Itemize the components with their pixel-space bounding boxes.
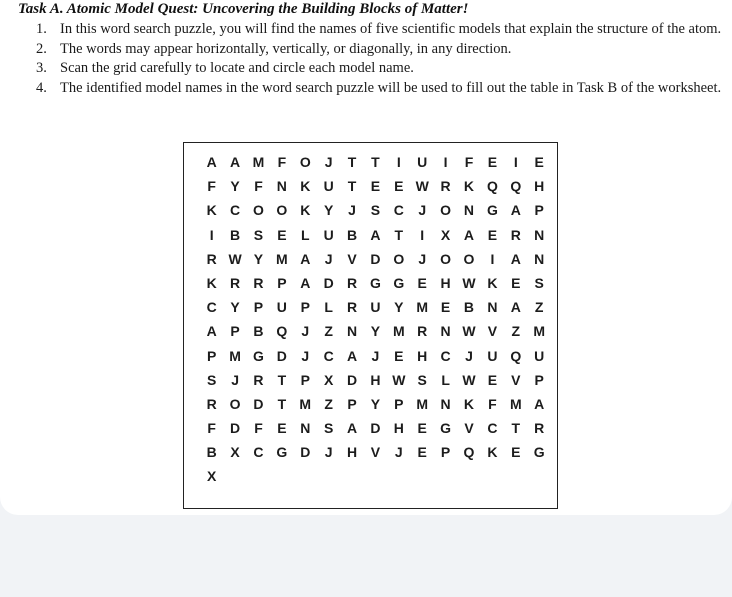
grid-letter[interactable]: A bbox=[510, 250, 521, 267]
grid-letter[interactable]: D bbox=[253, 395, 264, 412]
grid-letter[interactable]: Z bbox=[511, 323, 521, 340]
grid-letter[interactable]: R bbox=[346, 274, 358, 291]
grid-letter[interactable]: H bbox=[534, 178, 545, 195]
grid-letter[interactable]: E bbox=[534, 154, 544, 170]
grid-letter[interactable]: S bbox=[370, 202, 381, 219]
grid-letter[interactable]: K bbox=[300, 202, 311, 219]
grid-letter[interactable]: E bbox=[440, 299, 451, 316]
grid-letter[interactable]: K bbox=[206, 202, 217, 219]
instruction-text: In this word search puzzle, you will find the names of five scientific models that explain the structure of the atom. bbox=[60, 21, 722, 37]
grid-letter[interactable]: T bbox=[277, 371, 287, 388]
grid-letter[interactable]: L bbox=[300, 226, 310, 243]
grid-letter[interactable]: U bbox=[417, 154, 428, 170]
grid-letter[interactable]: F bbox=[207, 420, 216, 437]
grid-letter[interactable]: V bbox=[487, 323, 498, 340]
grid-letter[interactable]: E bbox=[277, 226, 287, 243]
grid-letter[interactable]: M bbox=[416, 395, 429, 412]
grid-letter[interactable]: F bbox=[277, 154, 287, 170]
grid-letter[interactable]: A bbox=[206, 154, 217, 170]
grid-letter[interactable]: G bbox=[533, 444, 545, 461]
grid-letter[interactable]: Z bbox=[324, 323, 333, 340]
word-search-puzzle bbox=[183, 142, 558, 509]
grid-letter[interactable]: C bbox=[206, 299, 217, 316]
grid-letter[interactable]: K bbox=[463, 178, 475, 195]
grid-letter[interactable]: M bbox=[416, 299, 429, 316]
grid-letter[interactable]: D bbox=[300, 444, 311, 461]
grid-letter[interactable]: Y bbox=[230, 178, 240, 195]
grid-letter[interactable]: S bbox=[534, 274, 544, 291]
grid-letter[interactable]: T bbox=[277, 395, 287, 412]
grid-letter[interactable]: K bbox=[206, 274, 217, 291]
grid-letter[interactable]: N bbox=[276, 178, 287, 195]
grid-letter[interactable]: A bbox=[510, 202, 521, 219]
grid-letter[interactable]: E bbox=[370, 178, 381, 195]
letter-grid bbox=[200, 150, 551, 489]
grid-letter[interactable]: A bbox=[510, 299, 521, 316]
grid-letter[interactable]: E bbox=[417, 444, 427, 461]
grid-letter[interactable]: L bbox=[441, 371, 450, 388]
grid-letter[interactable]: E bbox=[394, 347, 404, 364]
grid-letter[interactable]: W bbox=[415, 178, 429, 195]
grid-letter[interactable]: A bbox=[370, 226, 381, 243]
grid-letter[interactable]: Q bbox=[510, 178, 522, 195]
grid-letter[interactable]: B bbox=[206, 444, 217, 461]
grid-letter[interactable]: A bbox=[534, 395, 545, 412]
grid-letter[interactable]: N bbox=[346, 323, 358, 340]
grid-letter[interactable]: N bbox=[487, 299, 498, 316]
instruction-text: Scan the grid carefully to locate and circle each model name. bbox=[60, 60, 414, 77]
grid-letter[interactable]: H bbox=[393, 420, 404, 437]
grid-letter[interactable]: O bbox=[440, 202, 452, 219]
grid-letter[interactable]: E bbox=[511, 444, 521, 461]
grid-letter[interactable]: W bbox=[462, 323, 476, 340]
grid-letter[interactable]: Z bbox=[534, 299, 544, 316]
grid-letter[interactable]: T bbox=[347, 178, 357, 195]
grid-letter[interactable]: P bbox=[207, 347, 217, 364]
instruction-number: 3. bbox=[36, 60, 47, 77]
grid-letter[interactable]: O bbox=[299, 154, 311, 170]
grid-letter[interactable]: S bbox=[207, 371, 217, 388]
grid-letter[interactable]: M bbox=[252, 154, 265, 170]
grid-letter[interactable]: I bbox=[513, 154, 518, 170]
grid-letter[interactable]: S bbox=[253, 226, 264, 243]
grid-letter[interactable]: M bbox=[299, 395, 312, 412]
grid-letter[interactable]: C bbox=[323, 347, 334, 364]
grid-letter[interactable]: A bbox=[346, 347, 358, 364]
grid-letter[interactable]: W bbox=[462, 371, 476, 388]
grid-letter[interactable]: O bbox=[276, 202, 288, 219]
task-title: Task A. Atomic Model Quest: Uncovering the Building Blocks of Matter! bbox=[18, 1, 469, 17]
grid-letter[interactable]: R bbox=[253, 371, 264, 388]
grid-letter[interactable]: R bbox=[417, 323, 428, 340]
grid-letter[interactable]: P bbox=[300, 371, 310, 388]
grid-letter[interactable]: V bbox=[347, 250, 357, 267]
grid-letter[interactable]: B bbox=[346, 226, 358, 243]
grid-letter[interactable]: A bbox=[346, 420, 358, 437]
instruction-number: 2. bbox=[36, 40, 47, 57]
grid-letter[interactable]: N bbox=[534, 226, 545, 243]
grid-letter[interactable]: M bbox=[533, 323, 545, 340]
grid-letter[interactable]: D bbox=[276, 347, 287, 364]
grid-letter[interactable]: N bbox=[440, 323, 451, 340]
grid-letter[interactable]: K bbox=[487, 444, 498, 461]
grid-letter[interactable]: I bbox=[209, 226, 214, 243]
grid-letter[interactable]: K bbox=[463, 395, 475, 412]
grid-letter[interactable]: G bbox=[276, 444, 288, 461]
grid-letter[interactable]: P bbox=[253, 299, 264, 316]
grid-letter[interactable]: O bbox=[440, 250, 452, 267]
instruction-number: 4. bbox=[36, 79, 47, 96]
grid-letter[interactable]: Q bbox=[276, 323, 288, 340]
grid-letter[interactable]: T bbox=[347, 154, 357, 170]
grid-letter[interactable]: O bbox=[229, 395, 241, 412]
instruction-item bbox=[36, 59, 726, 79]
grid-letter[interactable]: Q bbox=[510, 347, 522, 364]
grid-letter[interactable]: P bbox=[394, 395, 404, 412]
grid-letter[interactable]: H bbox=[417, 347, 428, 364]
grid-letter[interactable]: J bbox=[418, 250, 427, 267]
grid-letter[interactable]: K bbox=[487, 274, 498, 291]
grid-letter[interactable]: H bbox=[440, 274, 451, 291]
instruction-text: The words may appear horizontally, vertically, or diagonally, in any direction. bbox=[60, 40, 512, 57]
grid-letter[interactable]: R bbox=[206, 250, 217, 267]
grid-letter[interactable]: R bbox=[230, 274, 241, 291]
grid-letter[interactable]: W bbox=[228, 250, 242, 267]
grid-letter[interactable]: X bbox=[440, 226, 451, 243]
grid-letter[interactable]: Y bbox=[253, 250, 264, 267]
grid-letter[interactable]: G bbox=[486, 202, 498, 219]
grid-letter[interactable]: M bbox=[229, 347, 241, 364]
grid-letter[interactable]: O bbox=[393, 250, 405, 267]
grid-letter[interactable]: P bbox=[277, 274, 287, 291]
grid-letter[interactable]: F bbox=[207, 178, 216, 195]
grid-letter[interactable]: P bbox=[440, 444, 451, 461]
grid-letter[interactable]: X bbox=[230, 444, 240, 461]
grid-letter[interactable]: W bbox=[462, 274, 476, 291]
grid-letter[interactable]: I bbox=[396, 154, 401, 170]
grid-letter[interactable]: G bbox=[253, 347, 264, 364]
grid-letter[interactable]: J bbox=[394, 444, 403, 461]
grid-letter[interactable]: B bbox=[463, 299, 475, 316]
grid-letter[interactable]: P bbox=[230, 323, 240, 340]
grid-letter[interactable]: R bbox=[534, 420, 545, 437]
grid-letter[interactable]: D bbox=[346, 371, 358, 388]
grid-letter[interactable]: Q bbox=[463, 444, 475, 461]
grid-letter[interactable]: V bbox=[511, 371, 521, 388]
grid-letter[interactable]: D bbox=[323, 274, 334, 291]
grid-letter[interactable]: D bbox=[370, 420, 381, 437]
grid-letter[interactable]: A bbox=[230, 154, 241, 170]
grid-letter[interactable]: A bbox=[300, 274, 311, 291]
grid-letter[interactable]: U bbox=[323, 178, 334, 195]
grid-letter[interactable]: S bbox=[323, 420, 334, 437]
grid-letter[interactable]: N bbox=[440, 395, 451, 412]
grid-letter[interactable]: V bbox=[370, 444, 381, 461]
grid-letter[interactable]: Q bbox=[486, 178, 498, 195]
grid-letter[interactable]: J bbox=[301, 323, 310, 340]
grid-letter[interactable]: A bbox=[300, 250, 311, 267]
grid-letter[interactable]: G bbox=[393, 274, 405, 291]
grid-letter[interactable]: J bbox=[324, 444, 333, 461]
grid-letter[interactable]: T bbox=[371, 154, 380, 170]
grid-letter[interactable]: Y bbox=[370, 395, 381, 412]
grid-letter[interactable]: G bbox=[369, 274, 381, 291]
grid-letter[interactable]: J bbox=[348, 202, 356, 219]
grid-letter[interactable]: J bbox=[465, 347, 473, 364]
grid-letter[interactable]: O bbox=[463, 250, 475, 267]
grid-letter[interactable]: U bbox=[487, 347, 498, 364]
grid-letter[interactable]: W bbox=[392, 371, 406, 388]
instruction-item bbox=[36, 79, 726, 99]
grid-letter[interactable]: I bbox=[420, 226, 425, 243]
grid-letter[interactable]: J bbox=[371, 347, 380, 364]
grid-letter[interactable]: Y bbox=[370, 323, 381, 340]
grid-letter[interactable]: Z bbox=[324, 395, 333, 412]
grid-letter[interactable]: Y bbox=[230, 299, 240, 316]
grid-letter[interactable]: K bbox=[300, 178, 311, 195]
grid-letter[interactable]: D bbox=[370, 250, 381, 267]
grid-letter[interactable]: F bbox=[488, 395, 497, 412]
grid-letter[interactable]: E bbox=[487, 371, 498, 388]
grid-letter[interactable]: N bbox=[300, 420, 311, 437]
grid-letter[interactable]: Y bbox=[394, 299, 404, 316]
grid-letter[interactable]: J bbox=[324, 154, 333, 170]
grid-letter[interactable]: F bbox=[464, 154, 474, 170]
grid-letter[interactable]: R bbox=[346, 299, 358, 316]
grid-letter[interactable]: V bbox=[464, 420, 474, 437]
grid-letter[interactable]: P bbox=[534, 202, 544, 219]
grid-letter[interactable]: O bbox=[253, 202, 264, 219]
instruction-text: The identified model names in the word search puzzle will be used to fill out the table in Task B of the worksheet. bbox=[60, 79, 722, 96]
grid-letter[interactable]: I bbox=[443, 154, 448, 170]
grid-letter[interactable]: B bbox=[230, 226, 241, 243]
instructions-list bbox=[36, 20, 726, 98]
grid-letter[interactable]: J bbox=[231, 371, 239, 388]
grid-letter[interactable]: J bbox=[301, 347, 310, 364]
grid-letter[interactable]: B bbox=[253, 323, 264, 340]
grid-letter[interactable]: E bbox=[417, 420, 427, 437]
instruction-item bbox=[36, 40, 726, 60]
grid-letter[interactable]: U bbox=[323, 226, 334, 243]
grid-letter[interactable]: E bbox=[487, 226, 498, 243]
grid-letter[interactable]: J bbox=[324, 250, 333, 267]
grid-letter[interactable]: E bbox=[394, 178, 404, 195]
grid-letter[interactable]: C bbox=[393, 202, 404, 219]
grid-letter[interactable]: R bbox=[253, 274, 264, 291]
grid-letter[interactable]: D bbox=[230, 420, 241, 437]
grid-letter[interactable]: H bbox=[370, 371, 381, 388]
grid-letter[interactable]: U bbox=[534, 347, 545, 364]
grid-letter[interactable]: M bbox=[509, 395, 522, 412]
grid-letter[interactable]: T bbox=[394, 226, 404, 243]
grid-letter[interactable]: R bbox=[440, 178, 451, 195]
grid-letter[interactable]: P bbox=[300, 299, 310, 316]
grid-letter[interactable]: A bbox=[206, 323, 217, 340]
grid-letter[interactable]: Y bbox=[323, 202, 334, 219]
instruction-item bbox=[36, 20, 726, 40]
grid-letter[interactable]: E bbox=[487, 154, 498, 170]
grid-letter[interactable]: F bbox=[254, 420, 263, 437]
grid-letter[interactable]: C bbox=[230, 202, 241, 219]
grid-letter[interactable]: P bbox=[347, 395, 357, 412]
grid-letter[interactable]: C bbox=[440, 347, 451, 364]
grid-letter[interactable]: M bbox=[276, 250, 288, 267]
grid-letter[interactable]: N bbox=[534, 250, 545, 267]
grid-letter[interactable]: R bbox=[206, 395, 217, 412]
grid-letter[interactable]: E bbox=[511, 274, 521, 291]
grid-letter[interactable]: P bbox=[534, 371, 544, 388]
grid-letter[interactable]: X bbox=[207, 468, 217, 485]
grid-letter[interactable]: L bbox=[324, 299, 333, 316]
grid-letter[interactable]: I bbox=[490, 250, 495, 267]
grid-letter[interactable]: X bbox=[323, 371, 334, 388]
grid-letter[interactable]: C bbox=[487, 420, 498, 437]
grid-letter[interactable]: F bbox=[254, 178, 263, 195]
grid-letter[interactable]: M bbox=[392, 323, 405, 340]
grid-letter[interactable]: J bbox=[418, 202, 427, 219]
instruction-number: 1. bbox=[36, 21, 47, 37]
grid-letter[interactable]: N bbox=[463, 202, 475, 219]
grid-letter[interactable]: T bbox=[511, 420, 521, 437]
grid-letter[interactable]: U bbox=[276, 299, 287, 316]
grid-letter[interactable]: E bbox=[277, 420, 287, 437]
grid-letter[interactable]: G bbox=[440, 420, 452, 437]
grid-letter[interactable]: A bbox=[463, 226, 475, 243]
grid-letter[interactable]: R bbox=[510, 226, 521, 243]
grid-letter[interactable]: H bbox=[346, 444, 358, 461]
grid-letter[interactable]: S bbox=[417, 371, 427, 388]
grid-letter[interactable]: U bbox=[370, 299, 381, 316]
grid-letter[interactable]: C bbox=[253, 444, 264, 461]
grid-letter[interactable]: E bbox=[417, 274, 427, 291]
